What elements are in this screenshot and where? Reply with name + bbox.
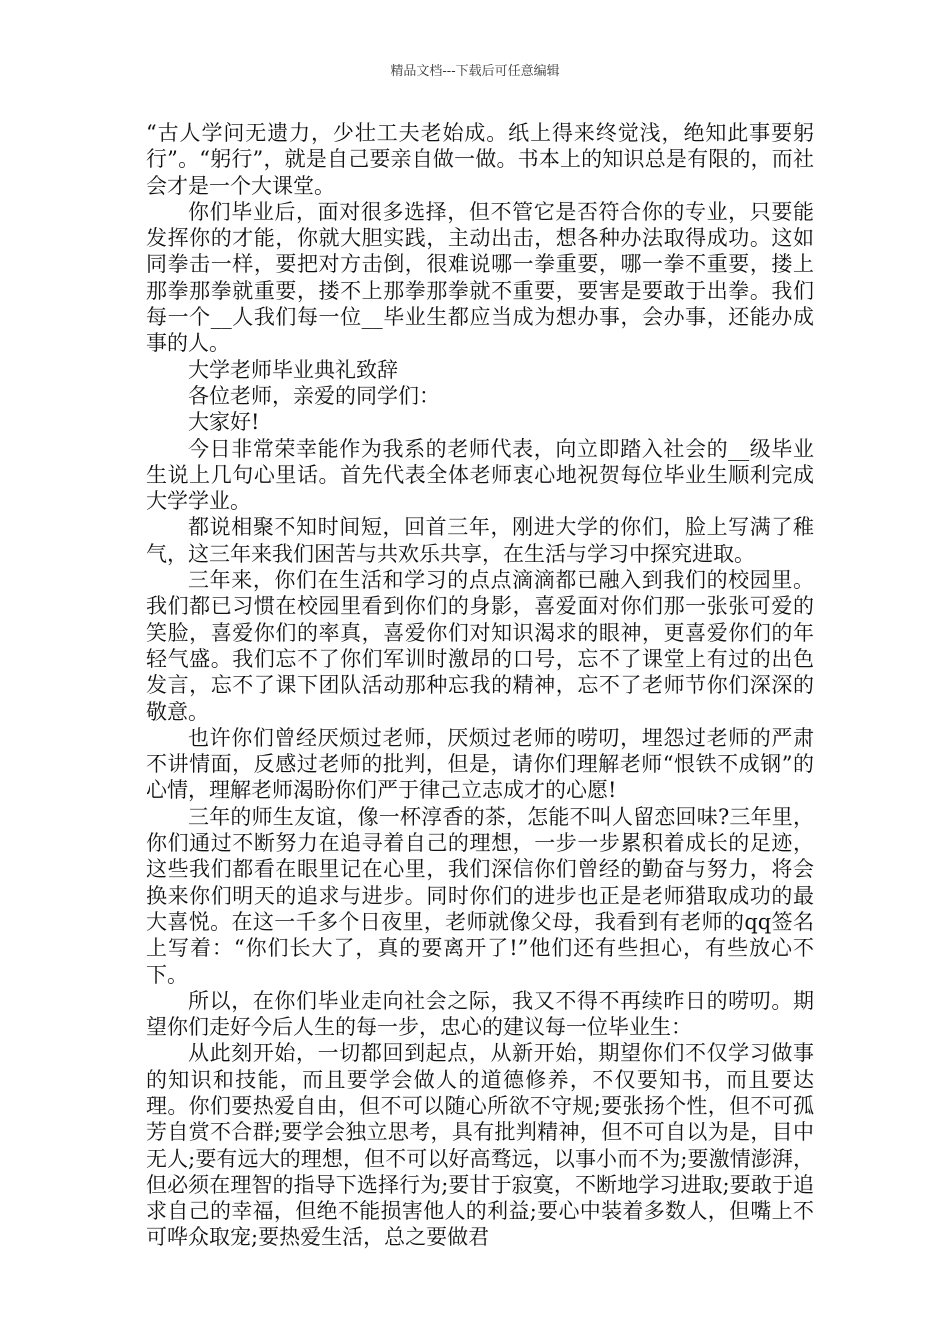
paragraph-12: 从此刻开始，一切都回到起点，从新开始，期望你们不仅学习做事的知识和技能，而且要学会做人的道德修养，不仅要知书，而且要达理。你们要热爱自由，但不可以随心所欲不守规;要张扬个性，但不可孤芳自赏不合群;要学会独立思考，具有批判精神，但不可自以为是，目中无人;要有远大的理想，但不可以好高骛远，以事小而不为;要激情澎湃，但必须在理智的指导下选择行为;要甘于寂寞，不断地学习进取;要敢于追求自己的幸福，但绝不能损害他人的利益;要心中装着多数人，但嘴上不可哗众取宠;要热爱生活，总之要做君 (146, 1041, 814, 1250)
paragraph-8: 三年来，你们在生活和学习的点点滴滴都已融入到我们的校园里。我们都已习惯在校园里看到你们的身影，喜爱面对你们那一张张可爱的笑脸，喜爱你们的率真，喜爱你们对知识渴求的眼神，更喜爱你们的年轻气盛。我们忘不了你们军训时激昂的口号，忘不了课堂上有过的出色发言，忘不了课下团队活动那种忘我的精神，忘不了老师节你们深深的敬意。 (146, 568, 814, 724)
paragraph-7: 都说相聚不知时间短，回首三年，刚进大学的你们，脸上写满了稚气，这三年来我们困苦与共欢乐共享，在生活与学习中探究进取。 (146, 515, 814, 566)
salutation: 各位老师，亲爱的同学们： (188, 383, 440, 408)
document-body (146, 120, 814, 1251)
paragraph-11: 所以，在你们毕业走向社会之际，我又不得不再续昨日的唠叨。期望你们走好今后人生的每一步，忠心的建议每一位毕业生： (146, 988, 814, 1040)
paragraph-10: 三年的师生友谊，像一杯淳香的茶，怎能不叫人留恋回味?三年里，你们通过不断努力在追寻着自己的理想，一步一步累积着成长的足迹，这些我们都看在眼里记在心里，我们深信你们曾经的勤奋与努力，将会换来你们明天的追求与进步。同时你们的进步也正是老师猎取成功的最大喜悦。在这一千多个日夜里，老师就像父母，我看到有老师的qq签名上写着：“你们长大了，真的要离开了!”他们还有些担心，有些放心不下。 (146, 804, 814, 987)
paragraph-1: “古人学问无遗力，少壮工夫老始成。纸上得来终觉浅，绝知此事要躬行”。“躬行”，就是自己要亲自做一做。书本上的知识总是有限的，而社会才是一个大课堂。 (146, 121, 814, 198)
paragraph-2: 你们毕业后，面对很多选择，但不管它是否符合你的专业，只要能发挥你的才能，你就大胆实践，主动出击，想各种办法取得成功。这如同拳击一样，要把对方击倒，很难说哪一拳重要，哪一拳不重要，搂上那拳那拳就重要，搂不上那拳那拳就不重要，要害是要敢于出拳。我们每一个__人我们每一位__毕业生都应当成为想办事，会办事，还能办成事的人。 (146, 199, 814, 356)
paragraph-6: 今日非常荣幸能作为我系的老师代表，向立即踏入社会的__级毕业生说上几句心里话。首先代表全体老师衷心地祝贺每位毕业生顺利完成大学学业。 (146, 436, 814, 514)
paragraph-9: 也许你们曾经厌烦过老师，厌烦过老师的唠叨，埋怨过老师的严肃不讲情面，反感过老师的批判，但是，请你们理解老师“恨铁不成钢”的心情，理解老师渴盼你们严于律己立志成才的心愿! (146, 725, 814, 803)
speech-title: 大学老师毕业典礼致辞 (188, 357, 398, 382)
page-header: 精品文档---下载后可任意编辑 (390, 64, 560, 79)
greeting: 大家好! (188, 410, 260, 435)
